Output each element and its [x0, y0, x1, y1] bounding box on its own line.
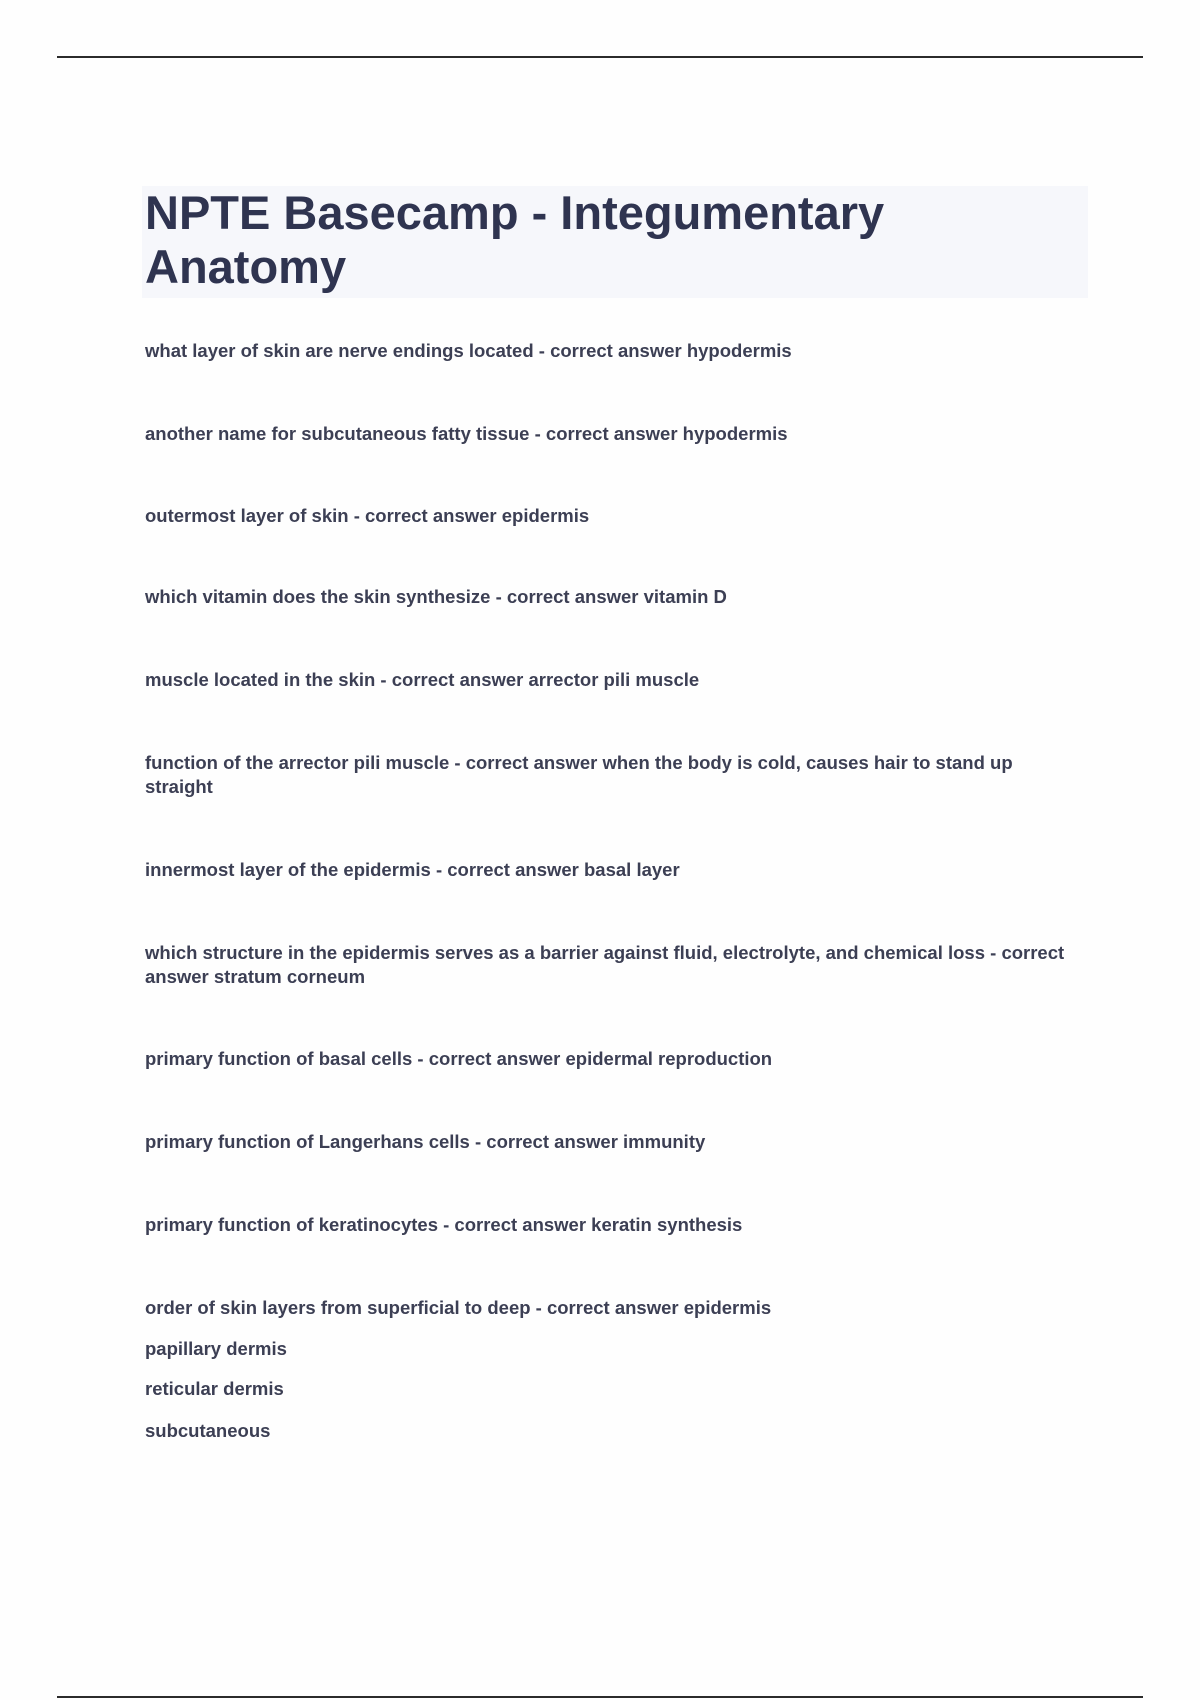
qa-item: primary function of Langerhans cells - correct answer immunity — [145, 1131, 706, 1152]
qa-item: order of skin layers from superficial to deep - correct answer epidermis — [145, 1297, 772, 1318]
qa-item: primary function of keratinocytes - correct answer keratin synthesis — [145, 1214, 743, 1235]
top-rule — [57, 56, 1143, 58]
qa-item: innermost layer of the epidermis - correct answer basal layer — [145, 859, 680, 880]
qa-item: another name for subcutaneous fatty tissue - correct answer hypodermis — [145, 423, 788, 444]
answer-continuation-line: subcutaneous — [145, 1420, 271, 1441]
qa-item: which vitamin does the skin synthesize - correct answer vitamin D — [145, 586, 727, 607]
bottom-rule — [57, 1696, 1143, 1698]
qa-item: muscle located in the skin - correct answer arrector pili muscle — [145, 669, 700, 690]
qa-item: function of the arrector pili muscle - correct answer when the body is cold, causes hair to stand up straight — [145, 752, 1013, 797]
qa-item: which structure in the epidermis serves as a barrier against fluid, electrolyte, and chemical loss - correct answer stratum corneum — [145, 942, 1065, 987]
answer-continuation-line: reticular dermis — [145, 1378, 284, 1399]
qa-item: primary function of basal cells - correct answer epidermal reproduction — [145, 1048, 773, 1069]
page-title: NPTE Basecamp - Integumentary Anatomy — [145, 186, 885, 293]
answer-continuation-line: papillary dermis — [145, 1338, 287, 1359]
qa-item: outermost layer of skin - correct answer epidermis — [145, 505, 590, 526]
qa-item: what layer of skin are nerve endings located - correct answer hypodermis — [145, 340, 792, 361]
